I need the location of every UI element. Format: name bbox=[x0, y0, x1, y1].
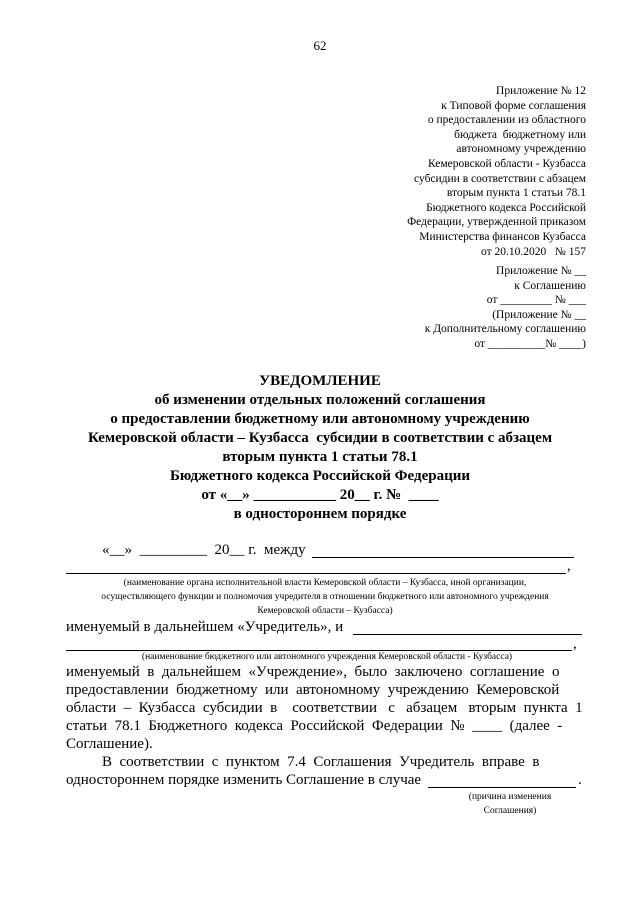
caption-line: Кемеровской области – Кузбасса) bbox=[257, 606, 393, 616]
appendix-form-line: к Соглашению bbox=[514, 279, 586, 292]
paragraph-line: области – Кузбасса субсидии в соответствии с абзацем вторым пункта 1 bbox=[66, 700, 583, 716]
founder-name-blank-2 bbox=[66, 573, 566, 574]
title-line: об изменении отдельных положений соглашения bbox=[154, 392, 486, 408]
appendix-line: вторым пункта 1 статьи 78.1 bbox=[446, 187, 586, 200]
appendix-line: о предоставлении из областного bbox=[427, 114, 586, 127]
appendix-line: Федерации, утвержденной приказом bbox=[407, 216, 586, 229]
title-line: Кемеровской области – Кузбасса субсидии в соответствии с абзацем bbox=[87, 430, 553, 446]
comma: , bbox=[573, 636, 577, 652]
reason-blank bbox=[428, 787, 576, 788]
caption-line: осуществляющего функции и полномочия учредителя в отношении бюджетного или автономного учреждения bbox=[101, 592, 549, 602]
appendix-form-line: к Дополнительному соглашению bbox=[424, 323, 586, 336]
document-title bbox=[60, 372, 580, 524]
title-line: в одностороннем порядке bbox=[233, 506, 407, 522]
appendix-line: автономному учреждению bbox=[456, 143, 586, 156]
comma: , bbox=[567, 558, 571, 574]
agreement-date-line: «__» _________ 20__ г. между bbox=[102, 542, 306, 558]
page-number: 62 bbox=[313, 38, 327, 53]
paragraph-line: статьи 78.1 Бюджетного кодекса Российской Федерации № ____ (далее - bbox=[66, 718, 563, 734]
paragraph-line: именуемый в дальнейшем «Учреждение», было заключено соглашение о bbox=[66, 664, 560, 680]
caption-line: (причина изменения bbox=[468, 792, 552, 802]
appendix-agreement-header bbox=[346, 264, 586, 352]
appendix-form-line: Приложение № __ bbox=[496, 265, 586, 277]
title-line: вторым пункта 1 статьи 78.1 bbox=[222, 449, 418, 465]
institution-name-blank bbox=[353, 634, 582, 635]
founder-name-blank bbox=[312, 557, 574, 558]
appendix-line: бюджета бюджетному или bbox=[454, 128, 586, 141]
title-line: УВЕДОМЛЕНИЕ bbox=[259, 373, 381, 389]
title-line: о предоставлении бюджетному или автономному учреждению bbox=[110, 411, 530, 427]
appendix-line: субсидии в соответствии с абзацем bbox=[414, 172, 586, 185]
title-line: Бюджетного кодекса Российской Федерации bbox=[169, 468, 470, 484]
period: . bbox=[578, 772, 582, 788]
appendix-line: от 20.10.2020 № 157 bbox=[481, 245, 586, 258]
institution-caption: (наименование бюджетного или автономного учреждения Кемеровской области - Кузбасса) bbox=[141, 652, 513, 662]
appendix-line: к Типовой форме соглашения bbox=[441, 99, 586, 112]
agreement-paragraph bbox=[66, 663, 588, 753]
clause-paragraph-line: В соответствии с пунктом 7.4 Соглашения Учредитель вправе в bbox=[102, 754, 540, 770]
appendix-line: Приложение № 12 bbox=[496, 85, 586, 97]
appendix-form-line: (Приложение № __ bbox=[492, 308, 586, 321]
paragraph-line: Соглашение). bbox=[66, 736, 153, 752]
appendix-form-line: от _________ № ___ bbox=[486, 294, 586, 307]
appendix-form-line: от __________№ ____) bbox=[474, 337, 586, 350]
appendix-12-header bbox=[346, 84, 586, 259]
reason-caption bbox=[440, 790, 580, 818]
paragraph-line: предоставлении бюджетному или автономному учреждению Кемеровской bbox=[66, 682, 560, 698]
founder-caption bbox=[60, 576, 590, 618]
caption-line: Соглашения) bbox=[483, 806, 537, 816]
appendix-line: Кемеровской области - Кузбасса bbox=[428, 157, 586, 170]
founder-line: именуемый в дальнейшем «Учредитель», и bbox=[66, 619, 344, 635]
title-line: от «__» ___________ 20__ г. № ____ bbox=[201, 487, 439, 503]
appendix-line: Министерства финансов Кузбасса bbox=[419, 230, 586, 243]
appendix-line: Бюджетного кодекса Российской bbox=[426, 201, 586, 214]
clause-paragraph-line: одностороннем порядке изменить Соглашение в случае bbox=[66, 772, 422, 788]
caption-line: (наименование органа исполнительной власти Кемеровской области – Кузбасса, иной организации, bbox=[123, 578, 527, 588]
